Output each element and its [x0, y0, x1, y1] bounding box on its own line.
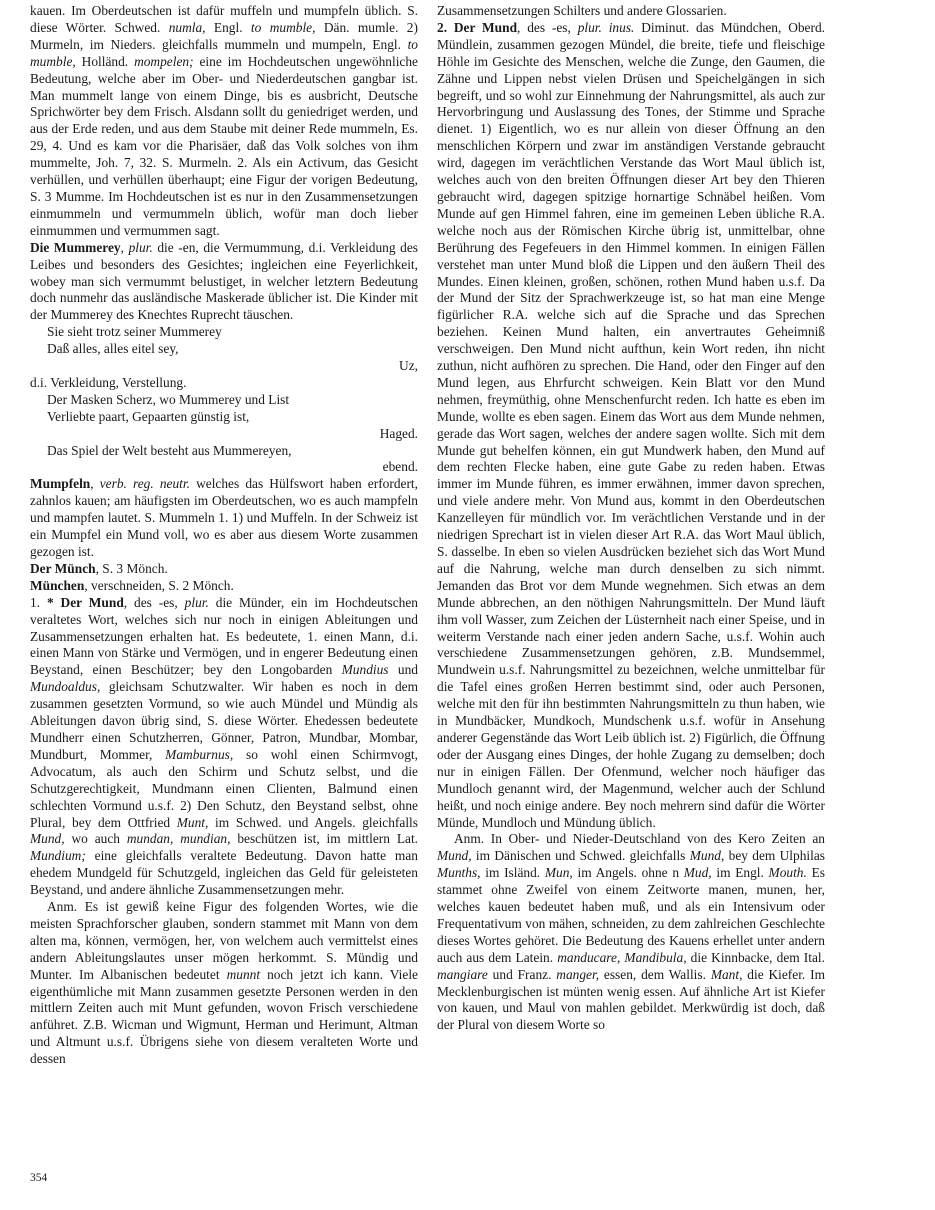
- text-run: Der Masken Scherz, wo Mummerey und List: [47, 391, 290, 407]
- text-run: , S. 3 Mönch.: [95, 560, 168, 576]
- quote-source: [30, 459, 418, 476]
- text-run: bey dem Ulphilas: [724, 848, 826, 864]
- text-run: die Münder, ein im Hochdeutschen veraltetes Wort, welches sich nur noch in einigen Ableitungen und Zusammensetzungen erhalten hat. Es bedeutete, 1. einen Mann, d.i. einen Mann von Stärke und Vermögen, und in engerer Bedeutung einen Beystand, einen Beschützer; bey den Longobarden: [30, 594, 418, 678]
- italic-term: Mud,: [683, 865, 712, 881]
- headword: * Der Mund: [46, 594, 124, 610]
- italic-term: plur.: [128, 239, 153, 255]
- paragraph: [437, 3, 825, 20]
- text-run: Verliebte paart, Gepaarten günstig ist,: [47, 408, 250, 424]
- note-paragraph: [30, 899, 418, 1068]
- text-run: beschützen ist, im mittlern Lat.: [230, 831, 419, 847]
- text-run: wo auch: [64, 831, 127, 847]
- text-run: Haged.: [379, 425, 418, 441]
- text-run: im Engl.: [711, 865, 769, 881]
- text-run: ,: [120, 239, 129, 255]
- text-run: Anm. In Ober- und Nieder-Deutschland von des Kero Zeiten an: [454, 831, 825, 847]
- text-run: und: [388, 662, 418, 678]
- text-run: so wohl einen Schirmvogt, Advocatum, als auch den Schirm und Schutz selbst, und die Schutzgerechtigkeit, Mundmann einen Clienten, Balmund einen schlechten Vormund u.s.f. 2) Den Schutz, den Beystand selbst, ohne Plural, bey dem Ottfried: [30, 746, 418, 830]
- italic-term: Mund,: [30, 831, 65, 847]
- paragraph: [437, 20, 825, 832]
- text-run: Es stammet ohne Zweifel von einem Zeitworte manen, munen, her, welches kauen bedeutet haben muß, und als ein Intensivum oder Frequentativum von mähen, schneiden, zu dem zahlreichen Geschlechte dieses Wortes gehöret. Die Bedeutung des Kauens erhellet unter andern auch aus dem Latein.: [437, 865, 825, 965]
- text-run: kauen. Im Oberdeutschen ist dafür muffeln und mumpfeln üblich. S. diese Wörter. Schwed.: [30, 3, 418, 35]
- text-run: , des -es,: [123, 594, 185, 610]
- text-run: im Schwed. und Angels. gleichfalls: [208, 814, 418, 830]
- italic-term: plur.: [184, 594, 209, 610]
- text-run: d.i. Verkleidung, Verstellung.: [30, 374, 187, 390]
- text-run: im Dänischen und Schwed. gleichfalls: [471, 848, 690, 864]
- text-run: gleichsam Schutzwalter. Wir haben es noch in dem zusammen gesetzten Vormund, so wie auch Mündel und Mündig als Ableitungen davon übrig sind, S. diese Wörter. Ehedessen bedeutete Mundherr einen Schutzherren, Gönner, Patron, Mundbar, Mombar, Mundburt, Mommer,: [30, 679, 418, 762]
- text-run: die -en, die Vermummung, d.i. Verkleidung des Leibes und besonders des Gesichtes; ingleichen eine Feyerlichkeit, wobey man sich vermummt belustiget, in welcher letztern Bedeutung doch nunmehr das ausländische Maskerade üblicher ist. Die Kinder mit der Mummerey des Knechtes Ruprecht täuschen.: [30, 239, 418, 323]
- page-number: 354: [30, 1172, 48, 1184]
- text-run: Sie sieht trotz seiner Mummerey: [47, 324, 222, 340]
- text-run: die Kiefer. Im Mecklenburgischen ist münten wenig essen. Auf ähnliche Art ist Kiefer von kauen, und Maul von mahlen gebildet. Merkwürdig ist doch, daß der Plural von diesem Worte so: [437, 966, 825, 1033]
- text-run: und Franz.: [487, 966, 557, 982]
- text-run: Engl.: [205, 19, 251, 35]
- italic-term: manger,: [556, 966, 600, 982]
- text-run: Zusammensetzungen Schilters und andere Glossarien.: [437, 3, 727, 18]
- italic-term: to mumble,: [30, 36, 418, 69]
- headword: Die Mummerey: [30, 239, 121, 255]
- text-run: ebend.: [382, 459, 418, 475]
- verse-line: [47, 392, 418, 409]
- italic-term: Mund,: [437, 848, 472, 864]
- text-run: Uz,: [399, 358, 418, 374]
- text-run: Anm. Es ist gewiß keine Figur des folgenden Wortes, wie die meisten Sprachforscher glauben, sondern stammet mit Mann von dem alten ma, können, vermögen, her, von welchem auch vermittelst eines andern Ableitungslautes unser mögen herkommt. S. Mündig und Munter. Im Albanischen bedeutet: [30, 899, 418, 982]
- italic-term: mompelen;: [134, 53, 194, 69]
- quote-source: [30, 426, 418, 443]
- paragraph: [30, 3, 418, 240]
- text-run: im Isländ.: [480, 865, 545, 881]
- italic-term: Munths,: [437, 865, 481, 881]
- italic-term: mundan, mundian,: [126, 831, 231, 847]
- right-column: [437, 3, 825, 1034]
- italic-term: Mouth.: [768, 865, 807, 881]
- text-run: im Angels. ohne n: [572, 865, 684, 881]
- text-run: 1.: [30, 594, 47, 610]
- paragraph: [30, 476, 418, 561]
- italic-term: Mundius: [341, 662, 389, 678]
- italic-term: Mamburnus,: [165, 746, 234, 762]
- paragraph: [30, 578, 418, 595]
- text-run: Daß alles, alles eitel sey,: [47, 341, 179, 357]
- headword: München: [30, 577, 85, 593]
- italic-term: Mund,: [689, 848, 725, 864]
- italic-term: Mundoaldus,: [30, 679, 101, 695]
- text-run: welches das Hülfswort haben erfordert, zahnlos kauen; am häufigsten im Oberdeutschen, wo es auch mampfeln und mampfen lautet. S. Mummeln 1. 1) und Muffeln. In der Schweiz ist ein Mumpfel ein Mund voll, wo es aber aus diesem Worte zusammen gezogen ist.: [30, 476, 418, 559]
- paragraph: [30, 595, 418, 899]
- verse-line: [47, 324, 418, 341]
- italic-term: Munt,: [176, 814, 209, 830]
- verse-line: [47, 409, 418, 426]
- quote-source: [30, 358, 418, 375]
- text-run: Holländ.: [75, 53, 135, 69]
- text-run: Diminut. das Mündchen, Oberd. Mündlein, zusammen gezogen Mündel, die breite, tiefe und fleischige Höhle im Gesichte des Menschen, welche die Zunge, den Gaumen, die Zähne und Lippen nebst vielen Drüsen und Speichelgängen in sich begreift, und so wohl zur Einnehmung der Nahrungsmittel, als auch zur Hervorbringung und Auslassung des Tones, der Stimme und Sprache dienet. 1) Eigentlich, wo es nur allein von dieser Öffnung an den menschlichen Körpern und zwar im anständigen Verstande gebraucht wird, dagegen im verächtlichen Verstande das Wort Maul üblich ist, welches auch von den breiten Öffnungen dieser Art bey den Thieren gebraucht wird, dagegen spitzige hornartige Schnäbel heißen. Vom Munde auf gen Himmel fahren, eine im gemeinen Leben übliche R.A. welche noch aus der Römischen Kirche übrig ist, unmittelbar, ohne Berührung des Fegefeuers in den Himmel kommen. In einigen Fällen verstehet man unter Mund bloß die Lippen und den äußern Theil des Mundes. Einen kleinen, großen, schönen, rothen Mund haben u.s.f. Da der Mund der Sitz der Sprachwerkzeuge ist, so hat man eine Menge figürlicher R.A. welche sich auf die Sprache und das Sprechen beziehen. Keinen Mund halten, ein anvertrautes Geheimniß verschweigen. Den Mund nicht aufthun, kein Wort reden, ihn nicht zuthun, nicht aufhören zu sprechen. Die Hand, oder den Finger auf den Mund legen, aus Ehrfurcht schweigen. Kein Blatt vor den Mund nehmen, freymüthig, ohne Menschenfurcht reden. Ich hatte es eben im Munde, wollte es eben sagen. Einem das Wort aus dem Munde nehmen, gerade das Wort sagen, welches der andere sagen wollte. Sich mit dem Munde gut behelfen können, ein gut Mundwerk haben, den Mund auf dem rechten Flecke haben, eine gute Gabe zu reden haben. Etwas immer im Munde führen, es immer erwähnen, immer davon sprechen, und viele andere mehr. Von Mund aus, kommt in den Oberdeutschen Kanzelleyen für mündlich vor. Im verächtlichen Verstande und in der niedrigen Sprechart ist in vielen dieser Art R.A. das Wort Maul üblich, S. dasselbe. In eben so vielen Ausdrücken beziehet sich das Wort Mund auf die Nahrung, welche man durch denselben zu sich nimmt. Jemanden das Brot vor dem Munde wegnehmen. Sich etwas an dem Munde abbrechen, an den nöthigen Nahrungsmitteln. Der Mund läuft ihm voll Wasser, zum Zeichen der Lüsternheit nach einer Speise, und in weiterm Verstande nach einer jeden andern Sache, u.s.f. Wohin auch verschiedene Zusammensetzungen gehören, z.B. Mundsemmel, Mundwein u.s.f. Nahrungsmittel zu bezeichnen, welche unmittelbar für die Tafel eines großen Herren bestimmt sind, oder auch Personen, welche mit den für ihn bestimmten Nahrungsmitteln zu thun haben, wie in Mundbäcker, Mundkoch, Mundschenk u.s.f. wofür in Ansehung anderer Gegenstände das Wort Leib üblich ist. 2) Figürlich, die Öffnung oder der Ausgang eines Dinges, der hohle Zugang zu demselben; doch nur in einigen Fällen. Der Ofenmund, welcher noch häufiger das Mundloch genannt wird, der Magenmund, welcher auch der Schlund heißt, und noch einige andere. Bey noch mehrern sind dafür die Wörter Münde, Mundloch und Mündung üblich.: [437, 19, 826, 830]
- italic-term: verb. reg. neutr.: [99, 476, 190, 492]
- paragraph: [30, 375, 418, 392]
- italic-term: mangiare: [437, 966, 488, 982]
- text-run: essen, dem Wallis.: [599, 966, 711, 982]
- note-paragraph: [437, 831, 825, 1034]
- text-run: Das Spiel der Welt besteht aus Mummereyen,: [47, 442, 292, 458]
- headword: Mumpfeln: [30, 476, 91, 492]
- headword: Der Münch: [30, 560, 96, 576]
- left-column: [30, 3, 418, 1068]
- text-run: , des -es,: [517, 19, 578, 35]
- italic-term: plur. inus.: [577, 19, 635, 35]
- verse-line: [47, 443, 418, 460]
- text-run: Dän. mumle. 2) Murmeln, im Nieders. gleichfalls mummeln und mumpeln, Engl.: [30, 19, 418, 52]
- verse-line: [47, 341, 418, 358]
- text-run: ,: [90, 476, 100, 492]
- italic-term: manducare, Mandibula,: [557, 949, 687, 965]
- italic-term: Mant,: [710, 966, 743, 982]
- text-run: , verschneiden, S. 2 Mönch.: [84, 577, 234, 593]
- headword: 2. Der Mund: [437, 19, 518, 35]
- paragraph: [30, 561, 418, 578]
- text-run: noch jetzt ich kann. Viele eigenthümliche mit Mann zusammen gesetzte Personen werden in den mittlern Zeiten auch mit Munt gefunden, wovon Frisch verschiedene anführet. Z.B. Wicman und Wigmunt, Herman und Herimunt, Altman und Altmunt u.s.f. Übrigens siehe von diesem veralteten Worte und dessen: [30, 966, 418, 1067]
- italic-term: Mundium;: [30, 848, 86, 864]
- text-run: eine gleichfalls veraltete Bedeutung. Davon hatte man ehedem Mundgeld für Schutzgeld, ingleichen das Geld für geleisteten Beystand, und andere ähnliche Zusammensetzungen mehr.: [30, 848, 418, 898]
- text-run: eine im Hochdeutschen ungewöhnliche Bedeutung, welche aber im Ober- und Niederdeutschen gangbar ist. Man mummelt lange von einem Dinge, bis es ausbricht, Deutsche Sprichwörter bey dem Frisch. Alsdann sollt du geniedriget werden, und aus der Erde reden, und aus dem Staube mit deiner Rede mummeln, Es. 29, 4. Und es kam vor die Pharisäer, daß das Volk solches von ihm mummelte, Joh. 7, 32. S. Murmeln. 2. Als ein Activum, das Gesicht verhüllen, und verhüllen überhaupt; eine Figur der vorigen Bedeutung, S. 3 Mumme. Im Hochdeutschen ist es nur in den Zusammensetzungen einmummeln und vermummeln üblich, wofür man doch lieber einmummen und vermummen sagt.: [30, 53, 418, 238]
- italic-term: Mun,: [544, 865, 573, 881]
- paragraph: [30, 240, 418, 325]
- text-run: die Kinnbacke, dem Ital.: [686, 949, 825, 965]
- italic-term: numla,: [168, 19, 206, 35]
- italic-term: munnt: [226, 966, 261, 982]
- italic-term: to mumble,: [250, 19, 316, 35]
